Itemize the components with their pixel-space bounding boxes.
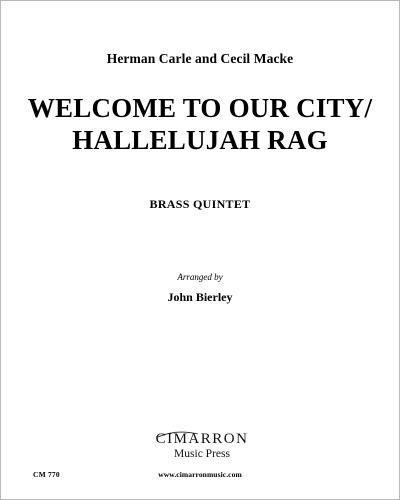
arranged-by-label: Arranged by: [177, 272, 223, 282]
title-line-2: HALLELUJAH RAG: [72, 125, 328, 155]
logo-subtitle: Music Press: [174, 448, 230, 460]
composers: Herman Carle and Cecil Macke: [106, 51, 294, 66]
arranger-name: John Bierley: [167, 290, 233, 304]
publisher-logo: [152, 429, 252, 469]
catalog-number: CM 770: [33, 470, 60, 479]
ensemble: BRASS QUINTET: [149, 197, 251, 211]
title-line-1: WELCOME TO OUR CITY/: [27, 93, 373, 123]
publisher-website: www.cimarronmusic.com: [158, 470, 242, 479]
logo-name: CIMARRON: [155, 431, 249, 447]
